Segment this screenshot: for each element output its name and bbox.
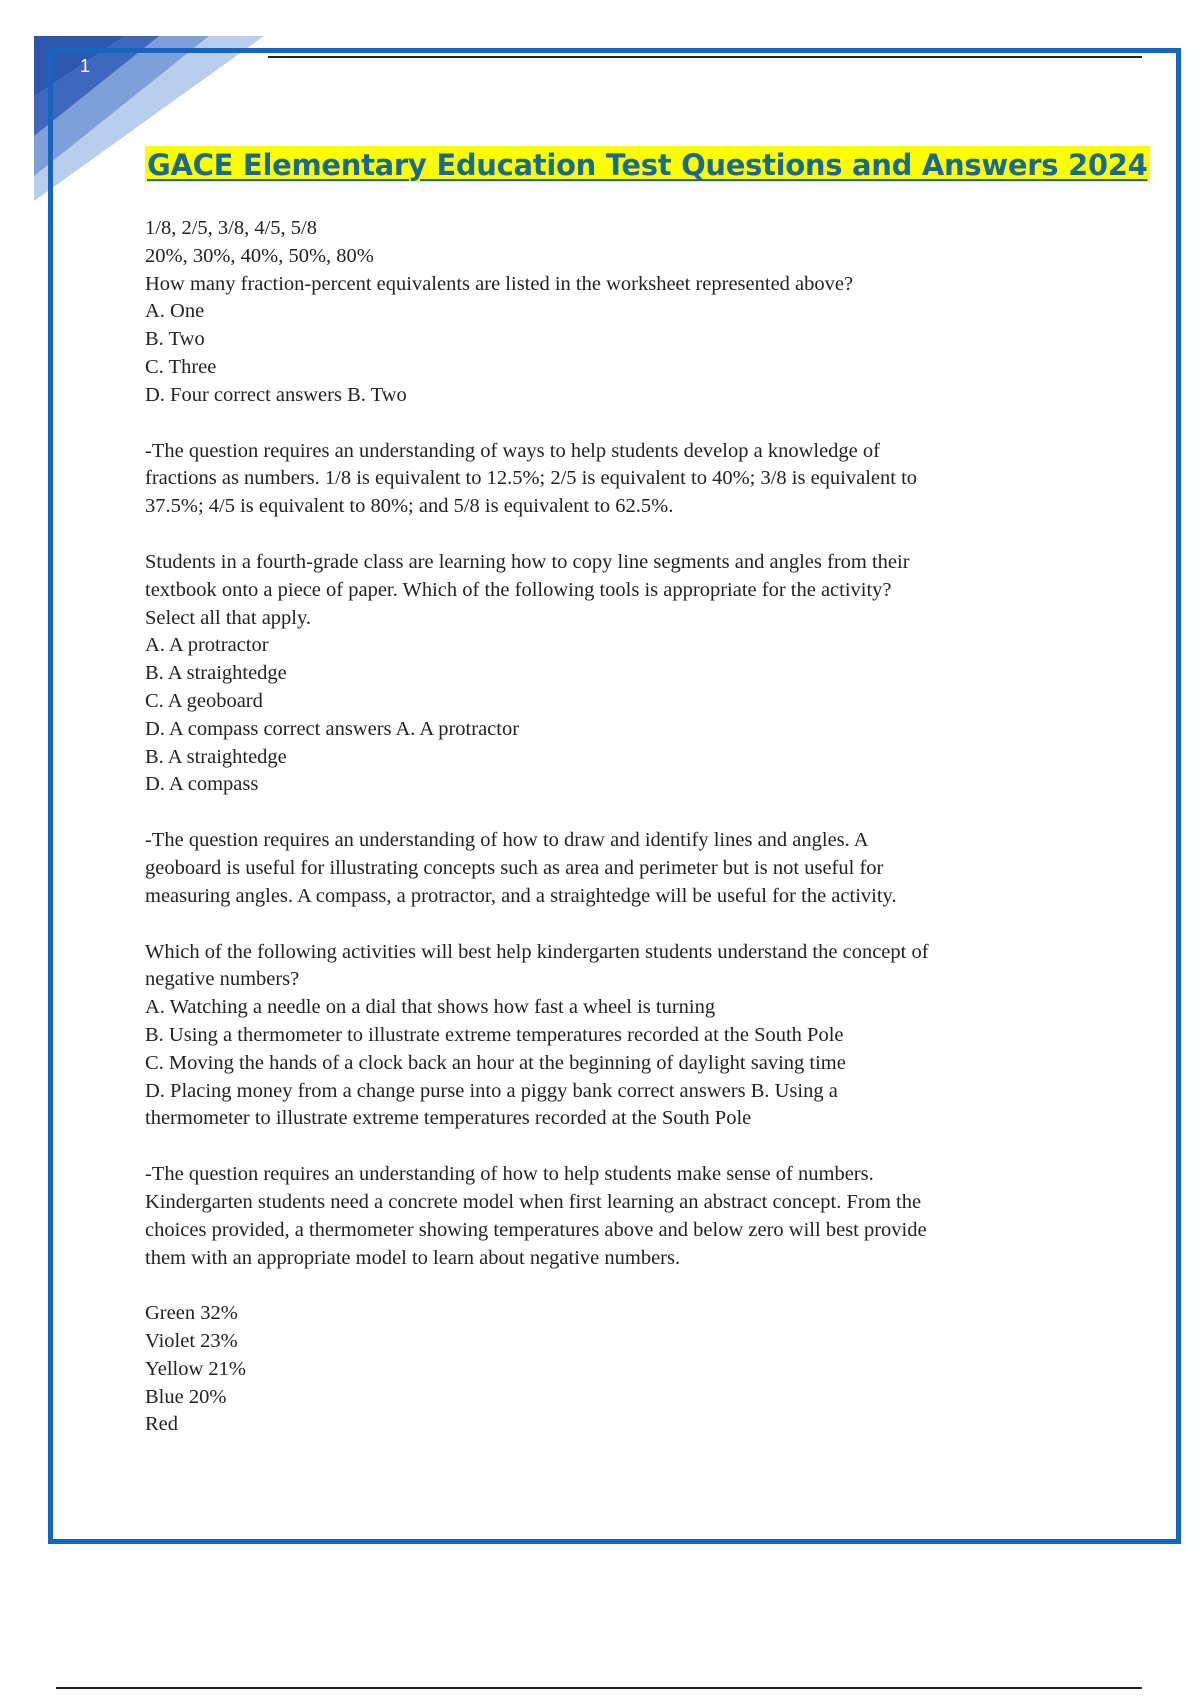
text-line: geoboard is useful for illustrating concepts such as area and perimeter but is not useful for xyxy=(145,856,884,879)
answer-option: D. A compass correct answers A. A protractor xyxy=(145,717,520,740)
answer-option: D. Placing money from a change purse into a piggy bank correct answers B. Using a xyxy=(145,1079,838,1102)
text-line: 20%, 30%, 40%, 50%, 80% xyxy=(145,244,374,267)
text-line: Kindergarten students need a concrete model when first learning an abstract concept. From the xyxy=(145,1190,922,1213)
answer-option: B. Two xyxy=(145,328,205,351)
list-item: Red xyxy=(145,1413,179,1436)
text-line: Select all that apply. xyxy=(145,606,312,629)
text-line: fractions as numbers. 1/8 is equivalent to 12.5%; 2/5 is equivalent to 40%; 3/8 is equivalent to xyxy=(145,467,918,490)
text-line: textbook onto a piece of paper. Which of the following tools is appropriate for the activity? xyxy=(145,578,892,601)
text-line: 1/8, 2/5, 3/8, 4/5, 5/8 xyxy=(145,217,317,239)
answer-option: C. A geoboard xyxy=(145,689,263,712)
answer-option: C. Three xyxy=(145,355,217,378)
footer-rule xyxy=(56,1687,1142,1689)
question-3 xyxy=(145,939,1075,1134)
text-line: measuring angles. A compass, a protractor, and a straightedge will be useful for the activity. xyxy=(145,884,897,907)
text-line: Which of the following activities will best help kindergarten students understand the concept of xyxy=(145,940,929,963)
explanation-2 xyxy=(145,827,1075,910)
text-line: negative numbers? xyxy=(145,968,300,991)
page-number: 1 xyxy=(80,56,91,76)
text-line: them with an appropriate model to learn about negative numbers. xyxy=(145,1246,681,1269)
explanation-1 xyxy=(145,438,1075,521)
page-title: GACE Elementary Education Test Questions and Answers 2024 xyxy=(147,148,1148,182)
explanation-3 xyxy=(145,1161,1075,1272)
question-1 xyxy=(145,215,1075,410)
answer-option: B. A straightedge xyxy=(145,662,287,685)
text-line: -The question requires an understanding of ways to help students develop a knowledge of xyxy=(145,439,880,462)
answer-option: C. Moving the hands of a clock back an hour at the beginning of daylight saving time xyxy=(145,1051,846,1074)
text-line: Students in a fourth-grade class are learning how to copy line segments and angles from their xyxy=(145,550,910,573)
text-line: -The question requires an understanding of how to draw and identify lines and angles. A xyxy=(145,829,869,852)
answer-option: B. A straightedge xyxy=(145,745,287,768)
list-item: Blue 20% xyxy=(145,1385,227,1408)
text-line: thermometer to illustrate extreme temperatures recorded at the South Pole xyxy=(145,1107,752,1130)
document-body xyxy=(145,215,1075,1439)
answer-option: A. A protractor xyxy=(145,634,269,657)
text-line: 37.5%; 4/5 is equivalent to 80%; and 5/8 is equivalent to 62.5%. xyxy=(145,495,674,518)
answer-option: A. One xyxy=(145,300,205,323)
answer-option: D. A compass xyxy=(145,773,259,796)
text-line: How many fraction-percent equivalents are listed in the worksheet represented above? xyxy=(145,272,854,295)
color-percent-list xyxy=(145,1300,1075,1439)
answer-option: D. Four correct answers B. Two xyxy=(145,383,407,406)
text-line: -The question requires an understanding of how to help students make sense of numbers. xyxy=(145,1163,874,1186)
answer-option: B. Using a thermometer to illustrate extreme temperatures recorded at the South Pole xyxy=(145,1023,844,1046)
answer-option: A. Watching a needle on a dial that shows how fast a wheel is turning xyxy=(145,996,716,1019)
text-line: choices provided, a thermometer showing temperatures above and below zero will best provide xyxy=(145,1218,927,1241)
list-item: Green 32% xyxy=(145,1302,238,1325)
list-item: Yellow 21% xyxy=(145,1357,246,1380)
list-item: Violet 23% xyxy=(145,1330,238,1353)
question-2 xyxy=(145,549,1075,799)
